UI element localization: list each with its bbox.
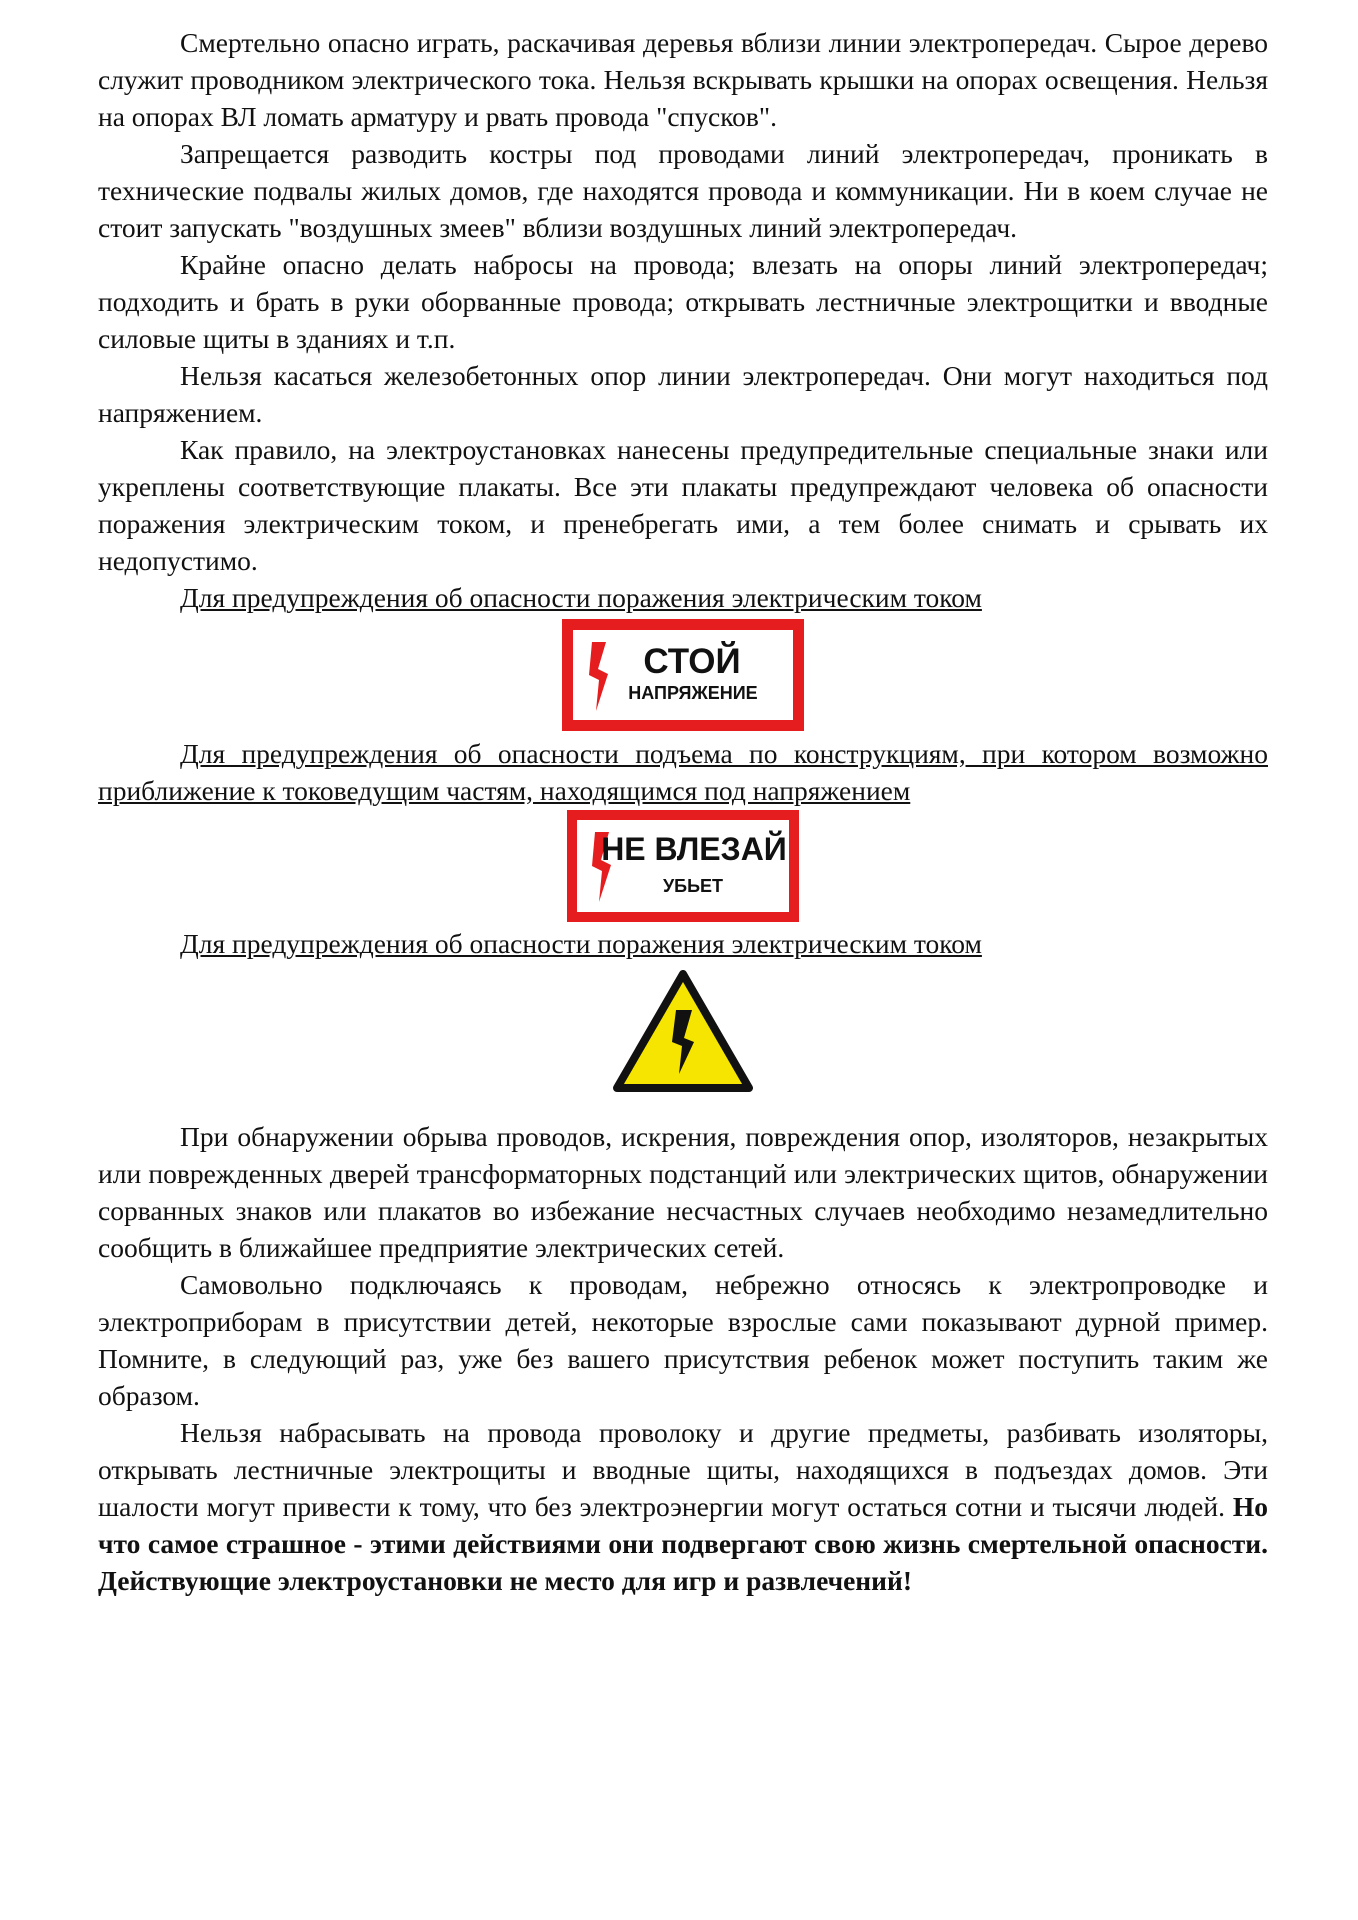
paragraph-final bbox=[98, 1414, 1268, 1599]
paragraph-report: При обнаружении обрыва проводов, искрения, повреждения опор, изоляторов, незакрытых или поврежденных дверей трансформаторных подстанций или электрических щитов, обнаружении сорванных знаков или плакатов во избежание несчастных случаев необходимо незамедлительно сообщить в ближайшее предприятие электрических сетей. bbox=[98, 1121, 1268, 1263]
final-bold-text: Но что самое страшное - этими действиями они подвергают свою жизнь смертельной опасности. Действующие электроустановки не место для игр и развлечений! bbox=[98, 1491, 1269, 1596]
sign-stop-line1: СТОЙ bbox=[643, 642, 741, 681]
paragraph-example: Самовольно подключаясь к проводам, небрежно относясь к электропроводке и электроприборам в присутствии детей, некоторые взрослые сами показывают дурной пример. Помните, в следующий раз, уже без вашего присутствия ребенок может поступить таким же образом. bbox=[98, 1269, 1268, 1411]
paragraph-signs: Как правило, на электроустановках нанесены предупредительные специальные знаки или укреплены соответствующие плакаты. Все эти плакаты предупреждают человека об опасности поражения электрическим током, и пренебрегать ими, а тем более снимать и срывать их недопустимо. bbox=[98, 434, 1268, 576]
paragraph-poles: Нельзя касаться железобетонных опор линии электропередач. Они могут находиться под напряжением. bbox=[98, 360, 1268, 428]
sign-stop-voltage bbox=[98, 619, 1268, 731]
caption-climbing: Для предупреждения об опасности подъема по конструкциям, при котором возможно приближение к токоведущим частям, находящимся под напряжением bbox=[98, 738, 1268, 806]
high-voltage-warning-icon bbox=[613, 970, 753, 1094]
paragraph-fires: Запрещается разводить костры под проводами линий электропередач, проникать в технические подвалы жилых домов, где находятся провода и коммуникации. Ни в коем случае не стоит запускать "воздушных змеев" вблизи воздушных линий электропередач. bbox=[98, 138, 1268, 243]
sign-noclimb-line2: УБЬЕТ bbox=[662, 876, 724, 896]
caption-electric-shock-2: Для предупреждения об опасности поражения электрическим током bbox=[180, 928, 982, 959]
paragraph-wires: Крайне опасно делать набросы на провода; влезать на опоры линий электропередач; подходить и брать в руки оборванные провода; открывать лестничные электрощитки и вводные силовые щиты в зданиях и т.п. bbox=[98, 249, 1268, 354]
caption-electric-shock: Для предупреждения об опасности поражения электрическим током bbox=[180, 582, 982, 613]
final-normal-text: Нельзя набрасывать на провода проволоку и другие предметы, разбивать изоляторы, открывать лестничные электрощиты и вводные щиты, находящихся в подъездах домов. Эти шалости могут привести к тому, что без электроэнергии могут остаться сотни и тысячи людей. bbox=[98, 1417, 1268, 1522]
do-not-climb-sign bbox=[567, 810, 799, 922]
stop-voltage-sign bbox=[562, 619, 804, 731]
sign-noclimb-line1: НЕ ВЛЕЗАЙ bbox=[601, 831, 787, 867]
document-page bbox=[98, 24, 1268, 1599]
sign-stop-line2: НАПРЯЖЕНИЕ bbox=[628, 683, 758, 703]
paragraph-trees: Смертельно опасно играть, раскачивая деревья вблизи линии электропередач. Сырое дерево служит проводником электрического тока. Нельзя вскрывать крышки на опорах освещения. Нельзя на опорах ВЛ ломать арматуру и рвать провода "спусков". bbox=[98, 27, 1268, 132]
sign-warning-triangle bbox=[98, 970, 1268, 1094]
sign-do-not-climb bbox=[98, 810, 1268, 922]
